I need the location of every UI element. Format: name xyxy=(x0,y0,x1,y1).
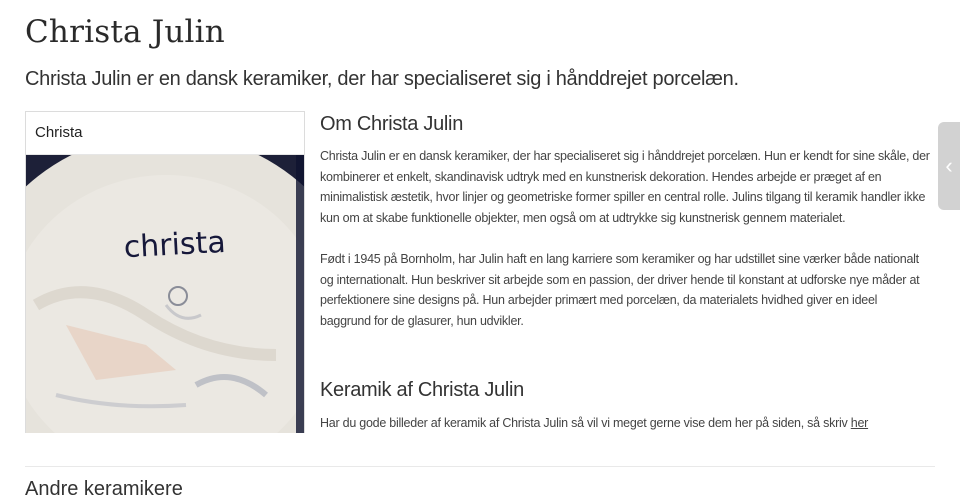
page-subtitle: Christa Julin er en dansk keramiker, der har specialiseret sig i hånddrejet porcelæn. xyxy=(25,68,739,90)
about-paragraph-2: Født i 1945 på Bornholm, har Julin haft en lang karriere som keramiker og har udstillet sine værker både nationalt og internationalt. Hun beskriver sit arbejde som en passion, der driver hende til konstant at udforske nye måder at perfektionere sine designs på. Hun arbejder primært med porcelæn, da materialets hvidhed giver en ideel baggrund for de glasurer, hun udvikler. xyxy=(320,251,920,328)
next-section-heading: Andre keramikere xyxy=(25,478,183,500)
side-panel-toggle[interactable] xyxy=(938,122,960,210)
section-divider xyxy=(25,466,935,467)
signature-text: christa xyxy=(122,224,227,266)
ceramics-text-body: Har du gode billeder af keramik af Christa Julin så vil vi meget gerne vise dem her på siden, så skriv xyxy=(320,416,851,430)
about-heading: Om Christa Julin xyxy=(320,113,464,135)
page-title: Christa Julin xyxy=(25,14,225,50)
ceramics-heading: Keramik af Christa Julin xyxy=(320,379,524,401)
about-paragraph-1: Christa Julin er en dansk keramiker, der har specialiseret sig i hånddrejet porcelæn. Hun er kendt for sine skåle, der kombinerer et enkelt, skandinavisk udtryk med en kunstnerisk dekoration. Hendes arbejde er præget af en minimalistisk æstetik, hvor linjer og geometriske former spiller en central rolle. Julins tilgang til keramik handler ikke kun om at skabe funktionelle objekter, men også om at udtrykke sig kunstnerisk gennem materialet. xyxy=(320,149,930,226)
ceramics-text xyxy=(320,413,930,434)
ceramics-section xyxy=(320,379,930,434)
chevron-left-icon: ‹ xyxy=(945,153,953,178)
artist-image-card xyxy=(25,111,305,433)
about-section xyxy=(320,113,930,332)
ceramic-signature-photo xyxy=(26,155,304,433)
image-caption: Christa xyxy=(26,112,304,155)
contact-here-link[interactable]: her xyxy=(850,416,869,430)
